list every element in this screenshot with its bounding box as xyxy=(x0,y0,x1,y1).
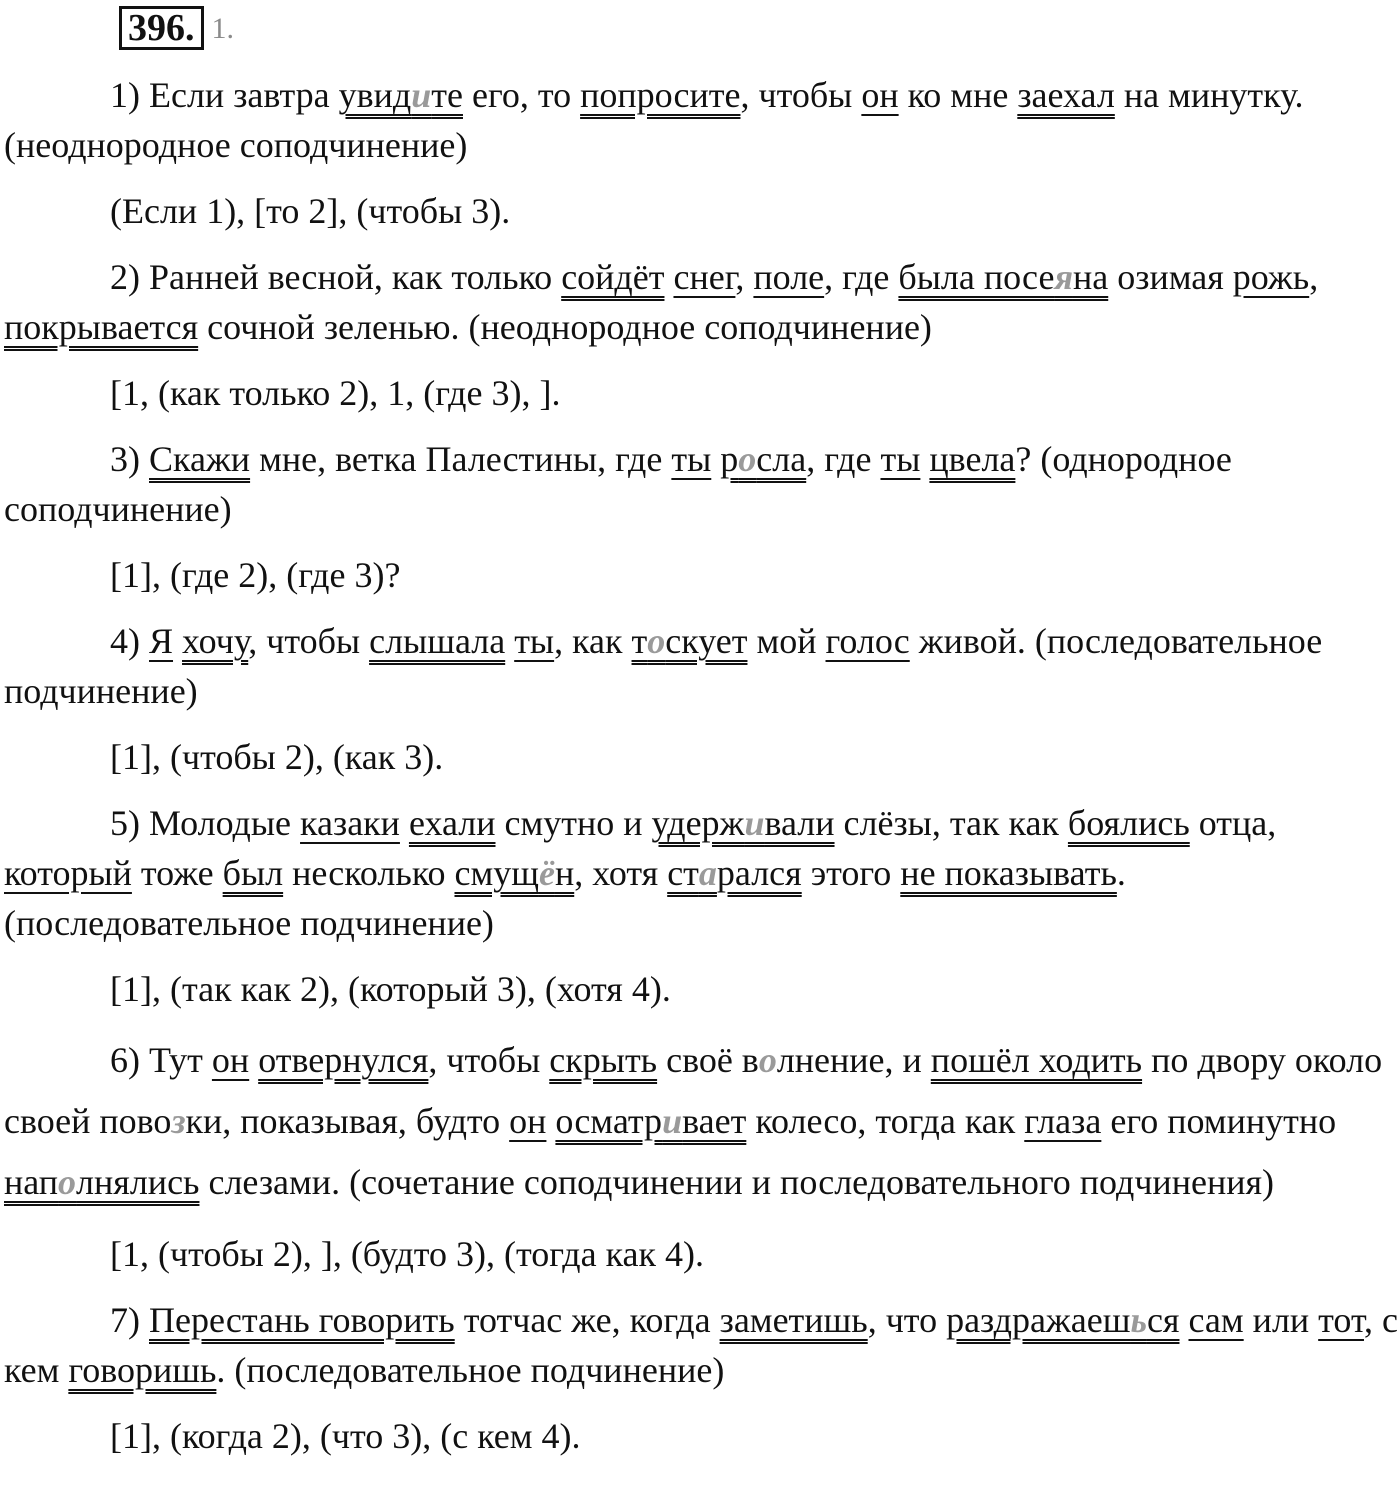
spelling-mark: и xyxy=(744,803,765,843)
text: 5) Молодые xyxy=(110,803,301,843)
scheme-7: [1], (когда 2), (что 3), (с кем 4). xyxy=(110,1416,581,1456)
subject: который xyxy=(4,853,132,893)
text: ки, показывая, будто xyxy=(185,1101,510,1141)
spelling-mark: з xyxy=(171,1101,186,1141)
subject: глаза xyxy=(1024,1101,1102,1141)
text: колесо, тогда как xyxy=(746,1101,1025,1141)
text: , хотя xyxy=(574,853,668,893)
spelling-mark: о xyxy=(647,621,666,661)
text: , xyxy=(1309,257,1319,297)
text: лнение, и xyxy=(776,1040,931,1080)
text: , где xyxy=(806,439,881,479)
subject: он xyxy=(509,1101,547,1141)
text: озимая xyxy=(1108,257,1233,297)
predicate: скрыть xyxy=(549,1040,658,1080)
text: слёзы, так как xyxy=(834,803,1068,843)
sentence-5 xyxy=(4,798,1398,948)
predicate xyxy=(632,621,748,661)
subject: ты xyxy=(514,621,555,661)
text: 2) Ранней весной, как только xyxy=(110,257,562,297)
text: или xyxy=(1243,1300,1319,1340)
spelling-mark: о xyxy=(58,1162,77,1202)
text: слезами. (сочетание соподчинении и последовательного подчинения) xyxy=(199,1162,1275,1202)
text: . (последовательное подчинение) xyxy=(216,1350,725,1390)
text: смущ xyxy=(454,853,539,893)
scheme-3: [1], (где 2), (где 3)? xyxy=(110,555,401,595)
text: ко мне xyxy=(898,75,1018,115)
predicate: хочу xyxy=(182,621,249,661)
spelling-mark: а xyxy=(698,853,717,893)
text: увид xyxy=(338,75,412,115)
subject: снег xyxy=(673,257,736,297)
text: те xyxy=(431,75,463,115)
predicate: пошёл ходить xyxy=(930,1040,1143,1080)
text: вали xyxy=(764,803,835,843)
text: н xyxy=(554,853,575,893)
text: ? (однородное соподчинение) xyxy=(4,439,1232,529)
subject: тот xyxy=(1318,1300,1364,1340)
spelling-mark: и xyxy=(411,75,432,115)
spelling-mark: ь xyxy=(1130,1300,1147,1340)
text: , как xyxy=(554,621,632,661)
predicate xyxy=(667,853,802,893)
subject: поле xyxy=(753,257,825,297)
predicate xyxy=(4,1162,199,1202)
text: , чтобы xyxy=(428,1040,550,1080)
subject: рожь xyxy=(1232,257,1310,297)
text: ст xyxy=(667,853,699,893)
text: несколько xyxy=(283,853,455,893)
text: нап xyxy=(4,1162,59,1202)
predicate: боялись xyxy=(1067,803,1190,843)
sentence-6 xyxy=(4,1030,1398,1213)
spelling-mark: и xyxy=(662,1101,683,1141)
scheme-5: [1], (так как 2), (который 3), (хотя 4). xyxy=(110,969,671,1009)
sentence-7 xyxy=(4,1295,1398,1395)
text: 1) Если завтра xyxy=(110,75,339,115)
subject: сам xyxy=(1188,1300,1244,1340)
task-number: 1. xyxy=(211,12,234,45)
text xyxy=(400,803,409,843)
text: живой. (последовательное подчинение) xyxy=(4,621,1323,711)
subject: он xyxy=(861,75,899,115)
predicate: заметишь xyxy=(719,1300,868,1340)
text: , где xyxy=(824,257,899,297)
sentence-3 xyxy=(4,434,1398,534)
sentence-4 xyxy=(4,616,1398,716)
scheme-2: [1, (как только 2), 1, (где 3), ]. xyxy=(110,373,561,413)
text xyxy=(711,439,720,479)
text: этого xyxy=(801,853,901,893)
predicate xyxy=(898,257,1108,297)
text: 4) xyxy=(110,621,149,661)
exercise-number: 396. xyxy=(119,6,204,50)
spelling-mark: я xyxy=(1054,257,1073,297)
spelling-mark: о xyxy=(758,1040,777,1080)
predicate: Перестань говорить xyxy=(149,1300,455,1340)
text: , xyxy=(735,257,754,297)
text: скует xyxy=(665,621,748,661)
subject: голос xyxy=(825,621,910,661)
text: по двору около своей пово xyxy=(4,1040,1383,1141)
predicate: ехали xyxy=(408,803,496,843)
predicate xyxy=(652,803,835,843)
predicate: сойдёт xyxy=(561,257,665,297)
predicate: был xyxy=(222,853,284,893)
text: , чтобы xyxy=(740,75,862,115)
exercise-header xyxy=(119,6,234,50)
predicate: покрывается xyxy=(4,307,199,347)
subject: Я xyxy=(149,621,174,661)
text: . (последовательное подчинение) xyxy=(4,853,1126,943)
text: 6) Тут xyxy=(110,1040,212,1080)
predicate xyxy=(946,1300,1179,1340)
text: лнялись xyxy=(76,1162,200,1202)
subject: ты xyxy=(880,439,921,479)
predicate: попросите xyxy=(580,75,741,115)
text: мой xyxy=(747,621,826,661)
subject: ты xyxy=(671,439,712,479)
text: сла xyxy=(756,439,807,479)
predicate: заехал xyxy=(1017,75,1115,115)
text: т xyxy=(631,621,648,661)
predicate xyxy=(555,1101,746,1141)
text: тоже xyxy=(131,853,223,893)
text: тотчас же, когда xyxy=(454,1300,720,1340)
predicate: цвела xyxy=(929,439,1016,479)
exercise-content xyxy=(4,70,1398,1477)
text: , что xyxy=(867,1300,947,1340)
subject: казаки xyxy=(300,803,400,843)
text: на минутку. (неоднородное соподчинение) xyxy=(4,75,1304,165)
text: своё в xyxy=(657,1040,759,1080)
predicate: слышала xyxy=(369,621,506,661)
predicate: не показывать xyxy=(900,853,1117,893)
sentence-2 xyxy=(4,252,1398,352)
text: его поминутно xyxy=(1101,1101,1337,1141)
text: осматр xyxy=(555,1101,663,1141)
spelling-mark: о xyxy=(738,439,757,479)
predicate: отвернулся xyxy=(258,1040,429,1080)
text: раздражаеш xyxy=(946,1300,1131,1340)
text: вает xyxy=(682,1101,747,1141)
text: удерж xyxy=(651,803,745,843)
text xyxy=(505,621,514,661)
text: ся xyxy=(1146,1300,1180,1340)
predicate xyxy=(720,439,806,479)
text: , чтобы xyxy=(248,621,370,661)
text xyxy=(249,1040,258,1080)
text: 3) xyxy=(110,439,149,479)
sentence-1 xyxy=(4,70,1398,170)
predicate xyxy=(454,853,574,893)
text: его, то xyxy=(462,75,581,115)
text: , с кем xyxy=(4,1300,1398,1390)
text: на xyxy=(1072,257,1109,297)
text: была посе xyxy=(898,257,1055,297)
text: рался xyxy=(716,853,802,893)
scheme-1: (Если 1), [то 2], (чтобы 3). xyxy=(110,191,511,231)
scheme-6: [1, (чтобы 2), ], (будто 3), (тогда как 4). xyxy=(110,1234,704,1274)
predicate xyxy=(339,75,463,115)
predicate: говоришь xyxy=(68,1350,217,1390)
text: смутно и xyxy=(495,803,652,843)
spelling-mark: ё xyxy=(538,853,555,893)
predicate: Скажи xyxy=(149,439,251,479)
text: отца, xyxy=(1189,803,1277,843)
subject: он xyxy=(211,1040,250,1080)
text: р xyxy=(720,439,739,479)
text: сочной зеленью. (неоднородное соподчинение) xyxy=(198,307,932,347)
text: 7) xyxy=(110,1300,149,1340)
text: мне, ветка Палестины, где xyxy=(250,439,672,479)
scheme-4: [1], (чтобы 2), (как 3). xyxy=(110,737,444,777)
text xyxy=(173,621,182,661)
